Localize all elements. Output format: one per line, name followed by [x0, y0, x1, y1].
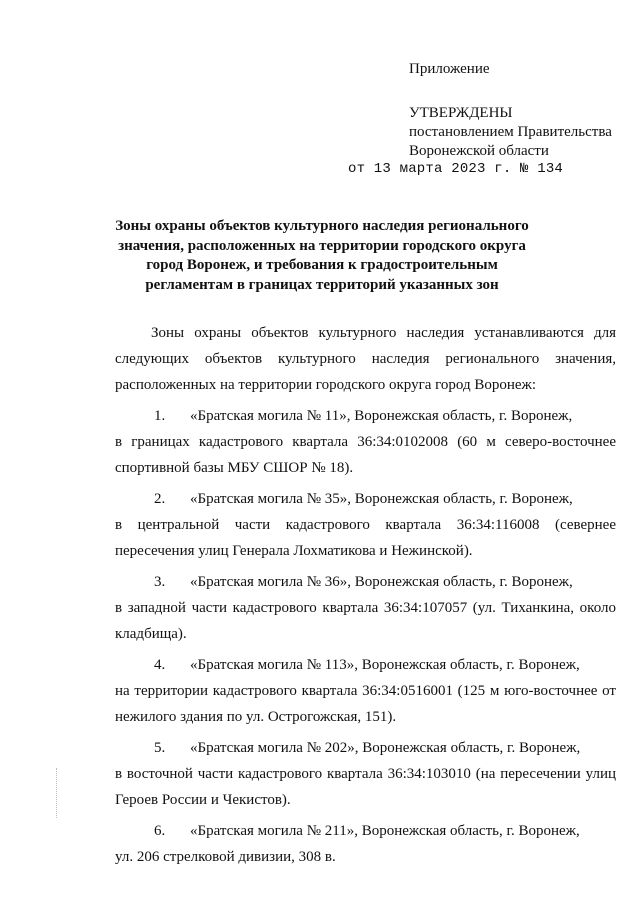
list-item-first-line	[115, 403, 616, 429]
list-item-first-line	[115, 735, 616, 761]
list-item-number: 1.	[154, 408, 166, 424]
list-item	[115, 652, 616, 730]
list-item-text: в границах кадастрового квартала 36:34:0102008 (60 м северо-восточнее спортивной базы МБУ СШОР № 18).	[115, 434, 616, 476]
list-item-first-line	[115, 569, 616, 595]
document-body	[115, 320, 616, 875]
list-item	[115, 818, 616, 870]
list-item-text: ул. 206 стрелковой дивизии, 308 в.	[115, 849, 336, 865]
list-item-number: 3.	[154, 574, 166, 590]
decree-date-number: от 13 марта 2023 г. № 134	[348, 161, 564, 177]
document-title: Зоны охраны объектов культурного наследия регионального значения, расположенных на территории городского округа город Воронеж, и требования к градостроительным регламентам в границах территорий указанных зон	[115, 218, 529, 293]
list-item	[115, 486, 616, 564]
list-item-text: в центральной части кадастрового квартала 36:34:116008 (севернее пересечения улиц Генерала Лохматикова и Нежинской).	[115, 517, 616, 559]
list-item-number: 6.	[154, 823, 166, 839]
list-item-number: 4.	[154, 657, 166, 673]
list-item-heading: «Братская могила № 202», Воронежская область, г. Воронеж,	[190, 740, 581, 756]
list-item-number: 5.	[154, 740, 166, 756]
approved-by-line-1: постановлением Правительства	[409, 124, 612, 140]
list-item	[115, 403, 616, 481]
intro-paragraph: Зоны охраны объектов культурного наследия устанавливаются для следующих объектов культурного наследия регионального значения, расположенных на территории городского округа город Воронеж:	[115, 325, 616, 393]
appendix-label: Приложение	[409, 61, 490, 77]
list-item	[115, 735, 616, 813]
list-item-first-line	[115, 486, 616, 512]
list-item-number: 2.	[154, 491, 166, 507]
list-item-heading: «Братская могила № 36», Воронежская область, г. Воронеж,	[190, 574, 573, 590]
list-item-text: в западной части кадастрового квартала 36:34:107057 (ул. Тиханкина, около кладбища).	[115, 600, 616, 642]
list-item-text: в восточной части кадастрового квартала 36:34:103010 (на пересечении улиц Героев России и Чекистов).	[115, 766, 616, 808]
approved-by-line-2: Воронежской области	[409, 143, 549, 159]
approval-header	[409, 60, 639, 161]
list-item-heading: «Братская могила № 113», Воронежская область, г. Воронеж,	[190, 657, 580, 673]
list-item-heading: «Братская могила № 35», Воронежская область, г. Воронеж,	[190, 491, 573, 507]
list-item	[115, 569, 616, 647]
approved-label: УТВЕРЖДЕНЫ	[409, 105, 513, 121]
list-item-text: на территории кадастрового квартала 36:34:0516001 (125 м юго-восточнее от нежилого здания по ул. Острогожская, 151).	[115, 683, 616, 725]
list-item-first-line	[115, 652, 616, 678]
scan-margin-mark	[56, 768, 58, 818]
list-item-heading: «Братская могила № 211», Воронежская область, г. Воронеж,	[190, 823, 580, 839]
list-item-heading: «Братская могила № 11», Воронежская область, г. Воронеж,	[190, 408, 573, 424]
list-item-first-line	[115, 818, 616, 844]
